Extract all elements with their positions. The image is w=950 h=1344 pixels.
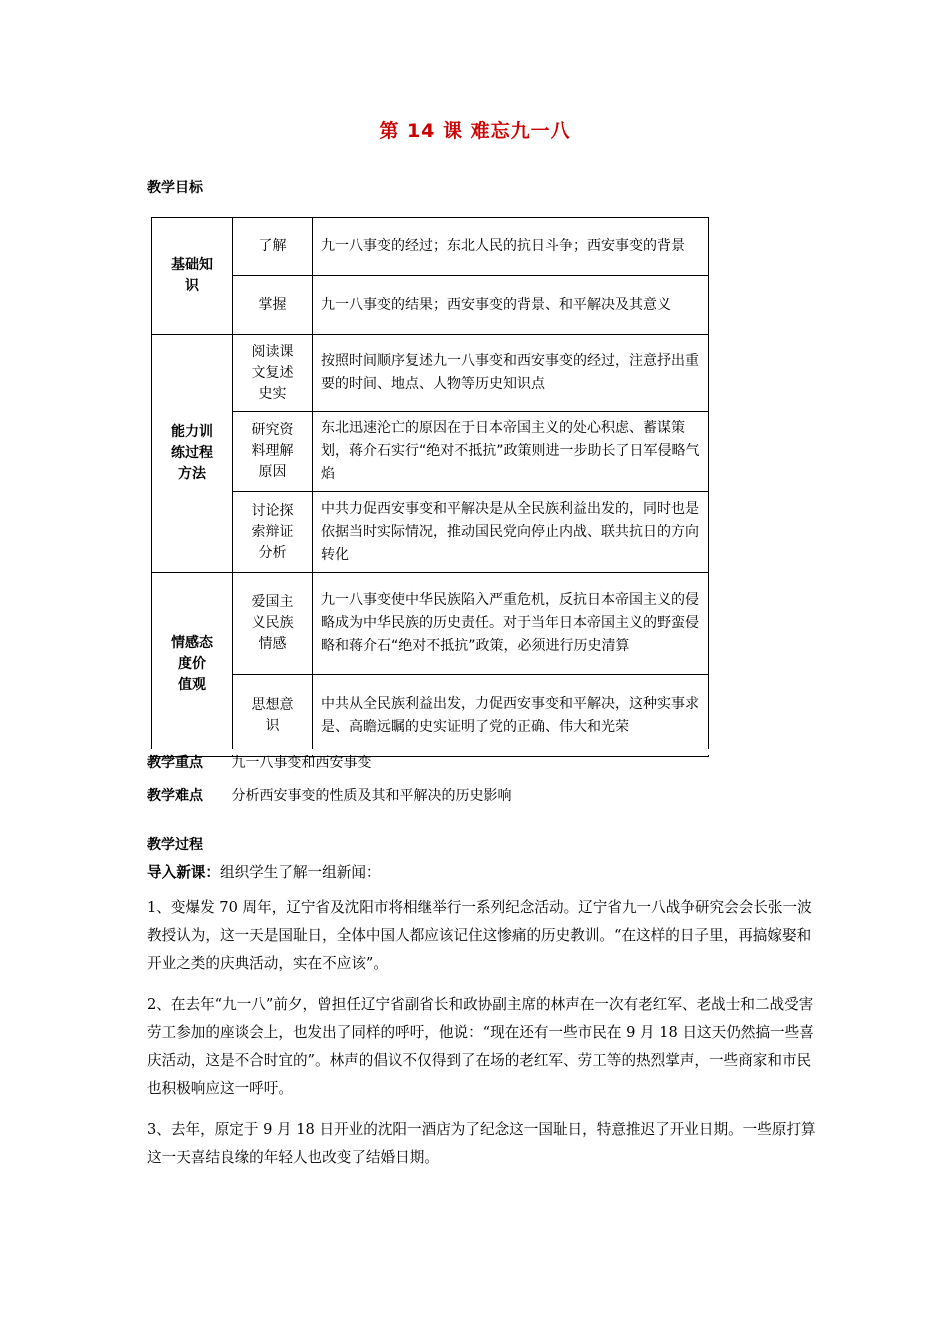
intro-label: 导入新课： <box>147 864 220 881</box>
sub-patriotism: 爱国主义民族情感 <box>233 573 313 675</box>
key-point-text: 九一八事变和西安事变 <box>231 755 372 771</box>
category-ability: 能力训练过程方法 <box>152 335 233 573</box>
key-point-label: 教学重点 <box>147 755 203 771</box>
sub-read: 阅读课文复述史实 <box>233 335 313 412</box>
sub-master: 掌握 <box>233 276 313 335</box>
sub-discuss: 讨论探索辩证分析 <box>233 492 313 573</box>
difficulty-text: 分析西安事变的性质及其和平解决的历史影响 <box>231 788 512 804</box>
page-title: 第 14 课 难忘九一八 <box>379 120 571 142</box>
sub-understand: 了解 <box>233 218 313 276</box>
sub-ideology: 思想意识 <box>233 675 313 757</box>
objectives-table <box>151 217 709 757</box>
category-emotion: 情感态度价 值观 <box>152 573 233 757</box>
news-item-3: 3、去年，原定于 9 月 18 日开业的沈阳一酒店为了纪念这一国耻日，特意推迟了开业日期。一些原打算这一天喜结良缘的年轻人也改变了结婚日期。 <box>147 1121 816 1166</box>
text-patriotism: 九一八事变使中华民族陷入严重危机，反抗日本帝国主义的侵略成为中华民族的历史责任。对于当年日本帝国主义的野蛮侵略和蒋介石“绝对不抵抗”政策，必须进行历史清算 <box>313 573 709 675</box>
sub-research: 研究资料理解原因 <box>233 412 313 492</box>
text-discuss: 中共力促西安事变和平解决是从全民族利益出发的，同时也是依据当时实际情况，推动国民党向停止内战、联共抗日的方向转化 <box>313 492 709 573</box>
text-ideology: 中共从全民族利益出发，力促西安事变和平解决，这种实事求是、高瞻远瞩的史实证明了党的正确、伟大和光荣 <box>313 675 709 757</box>
text-master: 九一八事变的结果；西安事变的背景、和平解决及其意义 <box>313 276 709 335</box>
objectives-heading: 教学目标 <box>147 180 203 196</box>
key-point-row <box>147 752 371 772</box>
category-basic: 基础知识 <box>152 218 233 335</box>
news-item-1: 1、变爆发 70 周年，辽宁省及沈阳市将相继举行一系列纪念活动。辽宁省九一八战争研究会会长张一波教授认为，这一天是国耻日，全体中国人都应该记住这惨痛的历史教训。“在这样的日子里，再搞嫁娶和开业之类的庆典活动，实在不应该”。 <box>147 899 812 972</box>
difficulty-label: 教学难点 <box>147 788 203 804</box>
text-read: 按照时间顺序复述九一八事变和西安事变的经过，注意抒出重要的时间、地点、人物等历史知识点 <box>313 335 709 412</box>
intro-line <box>147 859 817 887</box>
difficulty-row <box>147 785 511 805</box>
process-heading: 教学过程 <box>147 837 203 853</box>
intro-text: 组织学生了解一组新闻： <box>219 864 381 881</box>
text-research: 东北迅速沦亡的原因在于日本帝国主义的处心积虑、蓄谋策划，蒋介石实行“绝对不抵抗”政策则进一步助长了日军侵略气焰 <box>313 412 709 492</box>
news-item-2: 2、在去年“九一八”前夕，曾担任辽宁省副省长和政协副主席的林声在一次有老红军、老战士和二战受害劳工参加的座谈会上，也发出了同样的呼吁，他说：“现在还有一些市民在 9 月 18 日这天仍然搞一些喜庆活动，这是不合时宜的”。林声的倡议不仅得到了在场的老红军、劳工等的热烈掌声，一些商家和市民也积极响应这一呼吁。 <box>147 996 814 1097</box>
text-understand: 九一八事变的经过；东北人民的抗日斗争；西安事变的背景 <box>313 218 709 276</box>
